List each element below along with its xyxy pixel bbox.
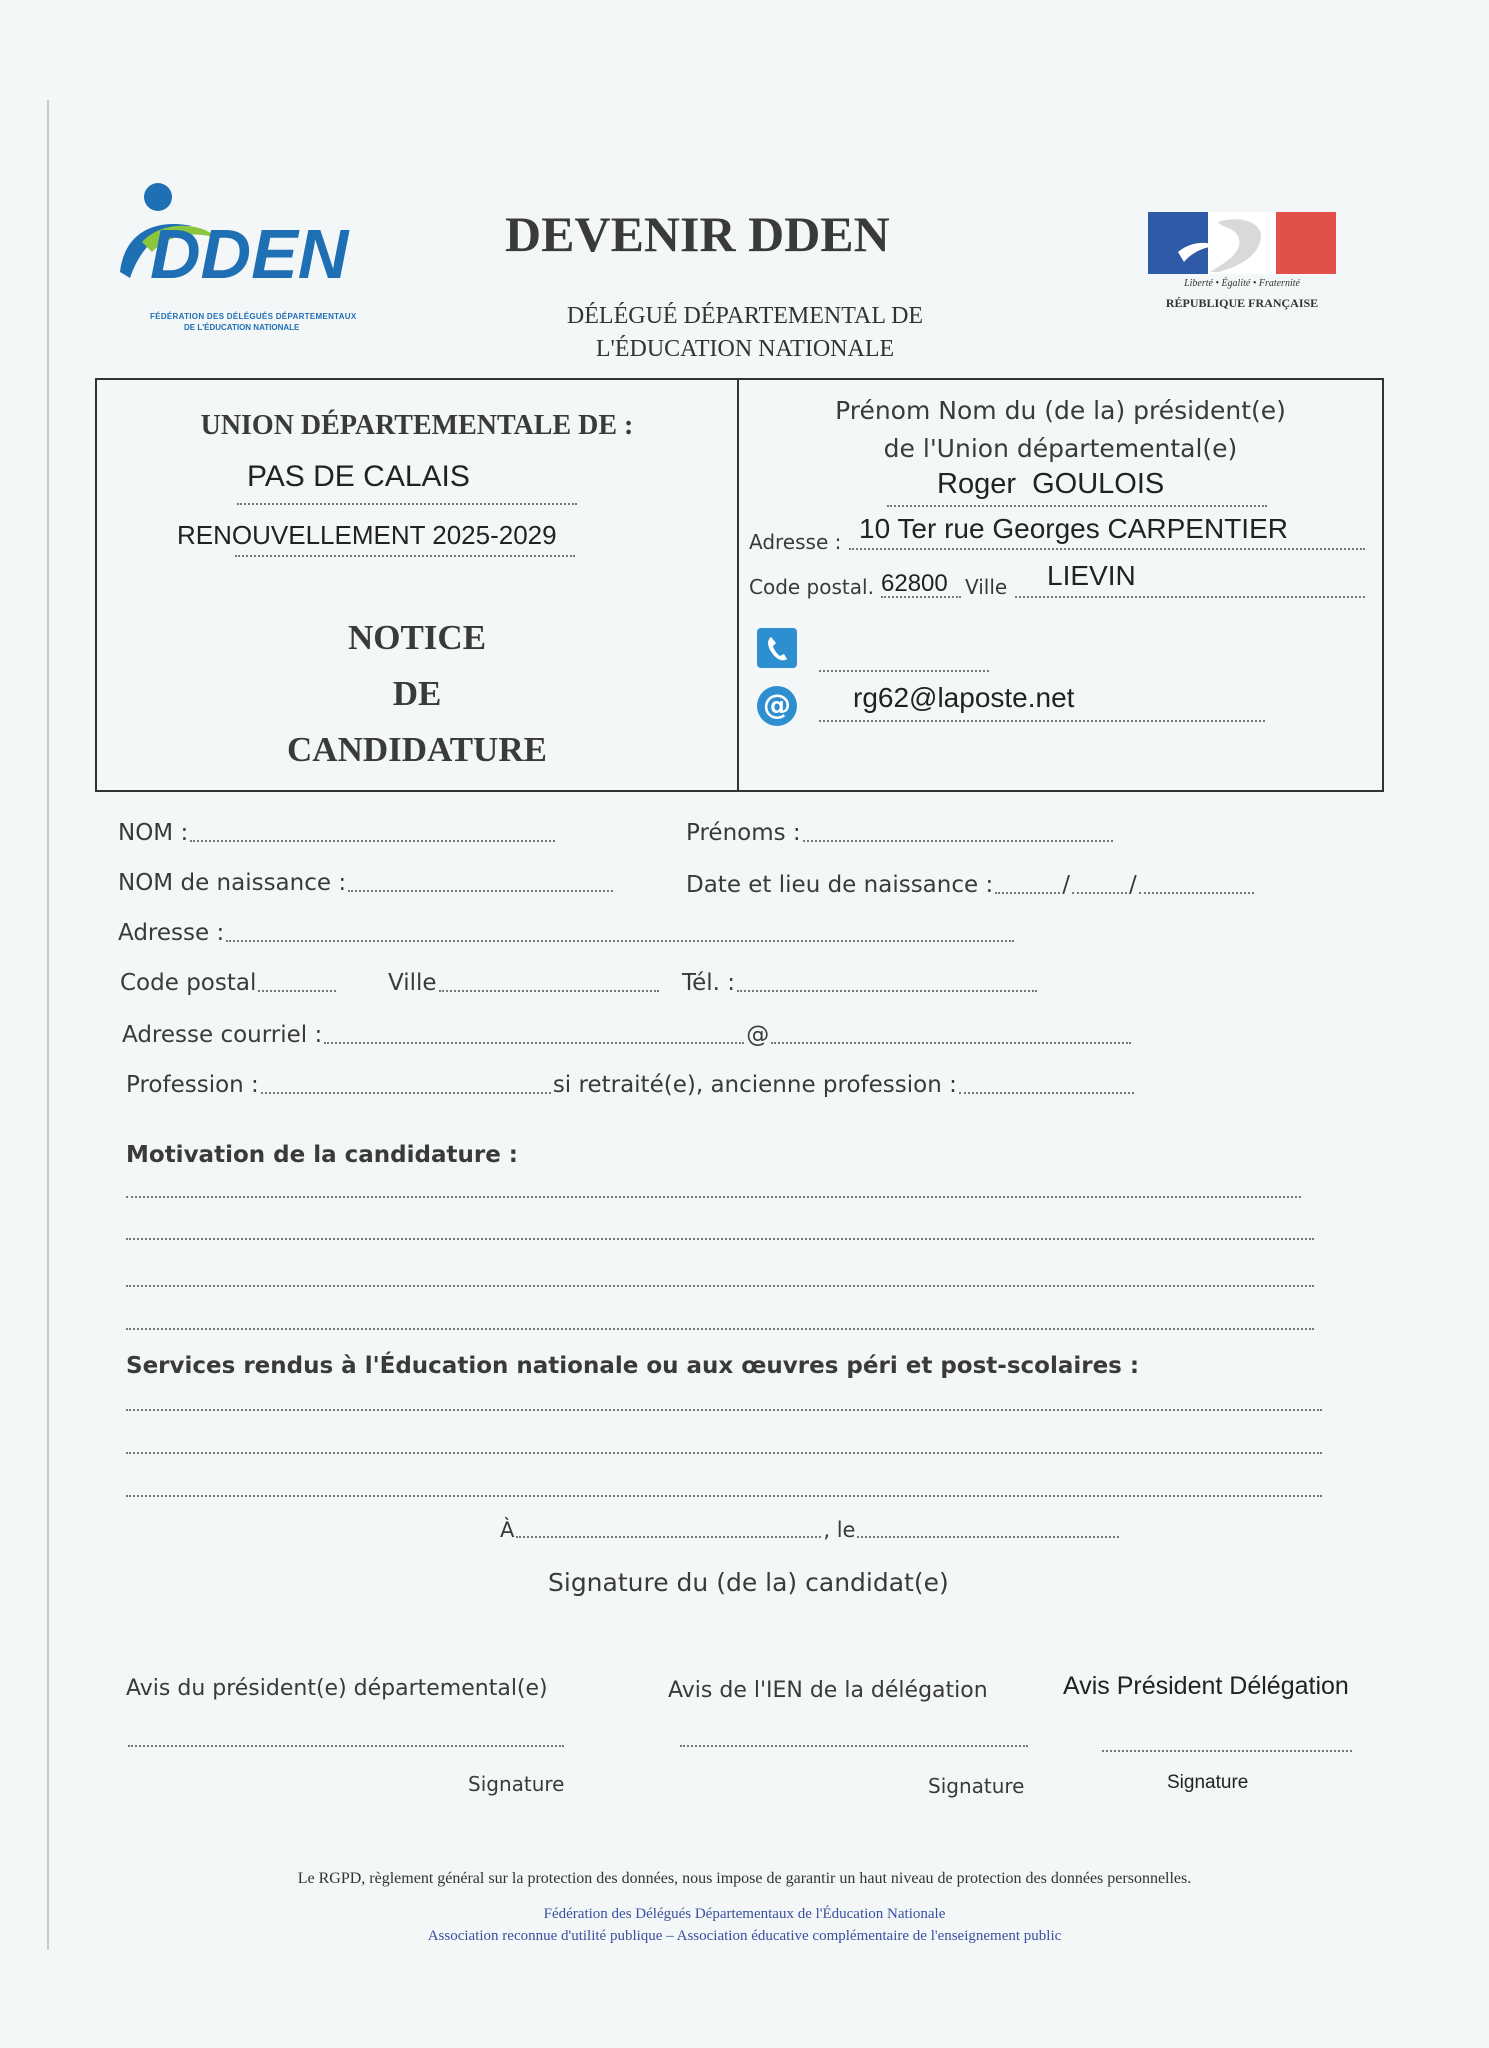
avis-president-label: Avis du président(e) départemental(e) <box>126 1676 548 1701</box>
avis-delegation-line[interactable] <box>1102 1750 1352 1752</box>
association-status: Association reconnue d'utilité publique – Association éducative complémentaire de l'enseignement public <box>427 1928 1062 1944</box>
date-lieu-label: Date et lieu de naissance : <box>686 872 994 898</box>
avis-ien-label: Avis de l'IEN de la délégation <box>668 1678 988 1703</box>
dden-logo <box>112 180 362 340</box>
motivation-line-2[interactable] <box>126 1238 1314 1240</box>
avis-delegation-label: Avis Président Délégation <box>1063 1672 1349 1700</box>
union-value-line <box>237 503 577 505</box>
signature-candidat-label: Signature du (de la) candidat(e) <box>548 1568 949 1597</box>
president-label-line-2: de l'Union départemental(e) <box>883 434 1238 463</box>
field-courriel[interactable] <box>122 1022 1133 1048</box>
adresse-label: Adresse : <box>118 920 225 946</box>
president-label-line-1: Prénom Nom du (de la) président(e) <box>835 396 1286 425</box>
field-ville[interactable] <box>388 970 661 996</box>
email-icon: @ <box>757 686 797 726</box>
nom-naissance-label: NOM de naissance : <box>118 870 347 896</box>
email-value: rg62@laposte.net <box>853 682 1075 713</box>
date-sep-1: / <box>1062 872 1070 898</box>
city-value: LIEVIN <box>1047 560 1136 591</box>
union-value: PAS DE CALAIS <box>247 460 470 493</box>
logo-caption-1: FÉDÉRATION DES DÉLÉGUÉS DÉPARTEMENTAUX <box>150 312 357 321</box>
date-sep-2: / <box>1128 872 1137 898</box>
services-line-3[interactable] <box>126 1495 1322 1497</box>
president-name: Roger GOULOIS <box>937 468 1165 500</box>
rgpd-notice: Le RGPD, règlement général sur la protection des données, nous impose de garantir un haut niveau de protection des données personnelles. <box>297 1870 1192 1887</box>
republic-motto: Liberté • Égalité • Fraternité <box>1184 278 1300 289</box>
avis-ien-signature: Signature <box>928 1774 1025 1798</box>
page-title: DEVENIR DDEN <box>505 206 890 262</box>
services-label: Services rendus à l'Éducation nationale ou aux œuvres péri et post-scolaires : <box>126 1353 1140 1379</box>
city-line <box>1015 596 1365 598</box>
email-line <box>819 720 1265 722</box>
svg-text:DDEN: DDEN <box>150 215 349 290</box>
union-label: UNION DÉPARTEMENTALE DE : <box>200 410 634 441</box>
services-line-1[interactable] <box>126 1409 1322 1411</box>
motivation-label: Motivation de la candidature : <box>126 1142 518 1168</box>
field-prenoms[interactable] <box>686 820 1115 846</box>
notice-title <box>97 610 737 778</box>
services-line-2[interactable] <box>126 1452 1322 1454</box>
dden-logo-icon <box>112 180 362 290</box>
renewal-text: RENOUVELLEMENT 2025-2029 <box>177 520 557 550</box>
field-code-postal[interactable] <box>120 970 338 996</box>
address-line <box>849 548 1365 550</box>
page-subtitle <box>480 300 1010 366</box>
field-adresse[interactable] <box>118 920 1016 946</box>
motivation-line-4[interactable] <box>126 1328 1314 1330</box>
notice-line-2: DE <box>392 674 442 713</box>
field-date-lieu-naissance[interactable] <box>686 872 1256 898</box>
renewal-line <box>235 555 575 557</box>
profession-label: Profession : <box>126 1072 259 1098</box>
logo-caption-2: DE L'ÉDUCATION NATIONALE <box>184 323 300 332</box>
motivation-line-1[interactable] <box>126 1196 1301 1198</box>
subtitle-line-2: L'ÉDUCATION NATIONALE <box>595 336 895 362</box>
union-info-box <box>95 378 1384 792</box>
field-lieu-date[interactable] <box>500 1518 1121 1542</box>
address-value: 10 Ter rue Georges CARPENTIER <box>859 513 1288 544</box>
republic-name: RÉPUBLIQUE FRANÇAISE <box>1165 296 1319 310</box>
avis-president-signature: Signature <box>468 1772 565 1796</box>
subtitle-line-1: DÉLÉGUÉ DÉPARTEMENTAL DE <box>566 303 924 329</box>
a-label: À <box>500 1518 515 1542</box>
nom-label: NOM : <box>118 820 189 846</box>
prenoms-label: Prénoms : <box>686 820 801 846</box>
postal-value: 62800 <box>881 570 948 597</box>
ville-label: Ville <box>388 970 437 996</box>
courriel-label: Adresse courriel : <box>122 1022 323 1048</box>
field-nom-naissance[interactable] <box>118 870 615 896</box>
retraite-label: si retraité(e), ancienne profession : <box>552 1072 957 1098</box>
notice-line-1: NOTICE <box>347 618 487 657</box>
notice-line-3: CANDIDATURE <box>287 730 547 769</box>
avis-delegation-signature: Signature <box>1167 1772 1249 1793</box>
field-tel[interactable] <box>682 970 1039 996</box>
president-label <box>739 392 1382 468</box>
city-label: Ville <box>965 575 1008 599</box>
marianne-icon <box>1148 212 1338 274</box>
postal-line <box>881 596 961 598</box>
courriel-at: @ <box>746 1022 770 1048</box>
phone-icon <box>757 628 797 668</box>
postal-label: Code postal. <box>749 575 874 599</box>
page-edge-line <box>47 100 49 1950</box>
republique-logo <box>1148 212 1338 327</box>
avis-president-line[interactable] <box>128 1745 564 1747</box>
field-nom[interactable] <box>118 820 557 846</box>
tel-label: Tél. : <box>682 970 736 996</box>
address-label: Adresse : <box>749 530 842 554</box>
president-name-line <box>887 505 1267 507</box>
motivation-line-3[interactable] <box>126 1285 1314 1287</box>
le-label: , le <box>823 1518 856 1542</box>
phone-line <box>819 670 989 672</box>
avis-ien-line[interactable] <box>680 1745 1028 1747</box>
code-postal-label: Code postal <box>120 970 257 996</box>
field-profession[interactable] <box>126 1072 1136 1098</box>
federation-name: Fédération des Délégués Départementaux de l'Éducation Nationale <box>543 1906 946 1922</box>
